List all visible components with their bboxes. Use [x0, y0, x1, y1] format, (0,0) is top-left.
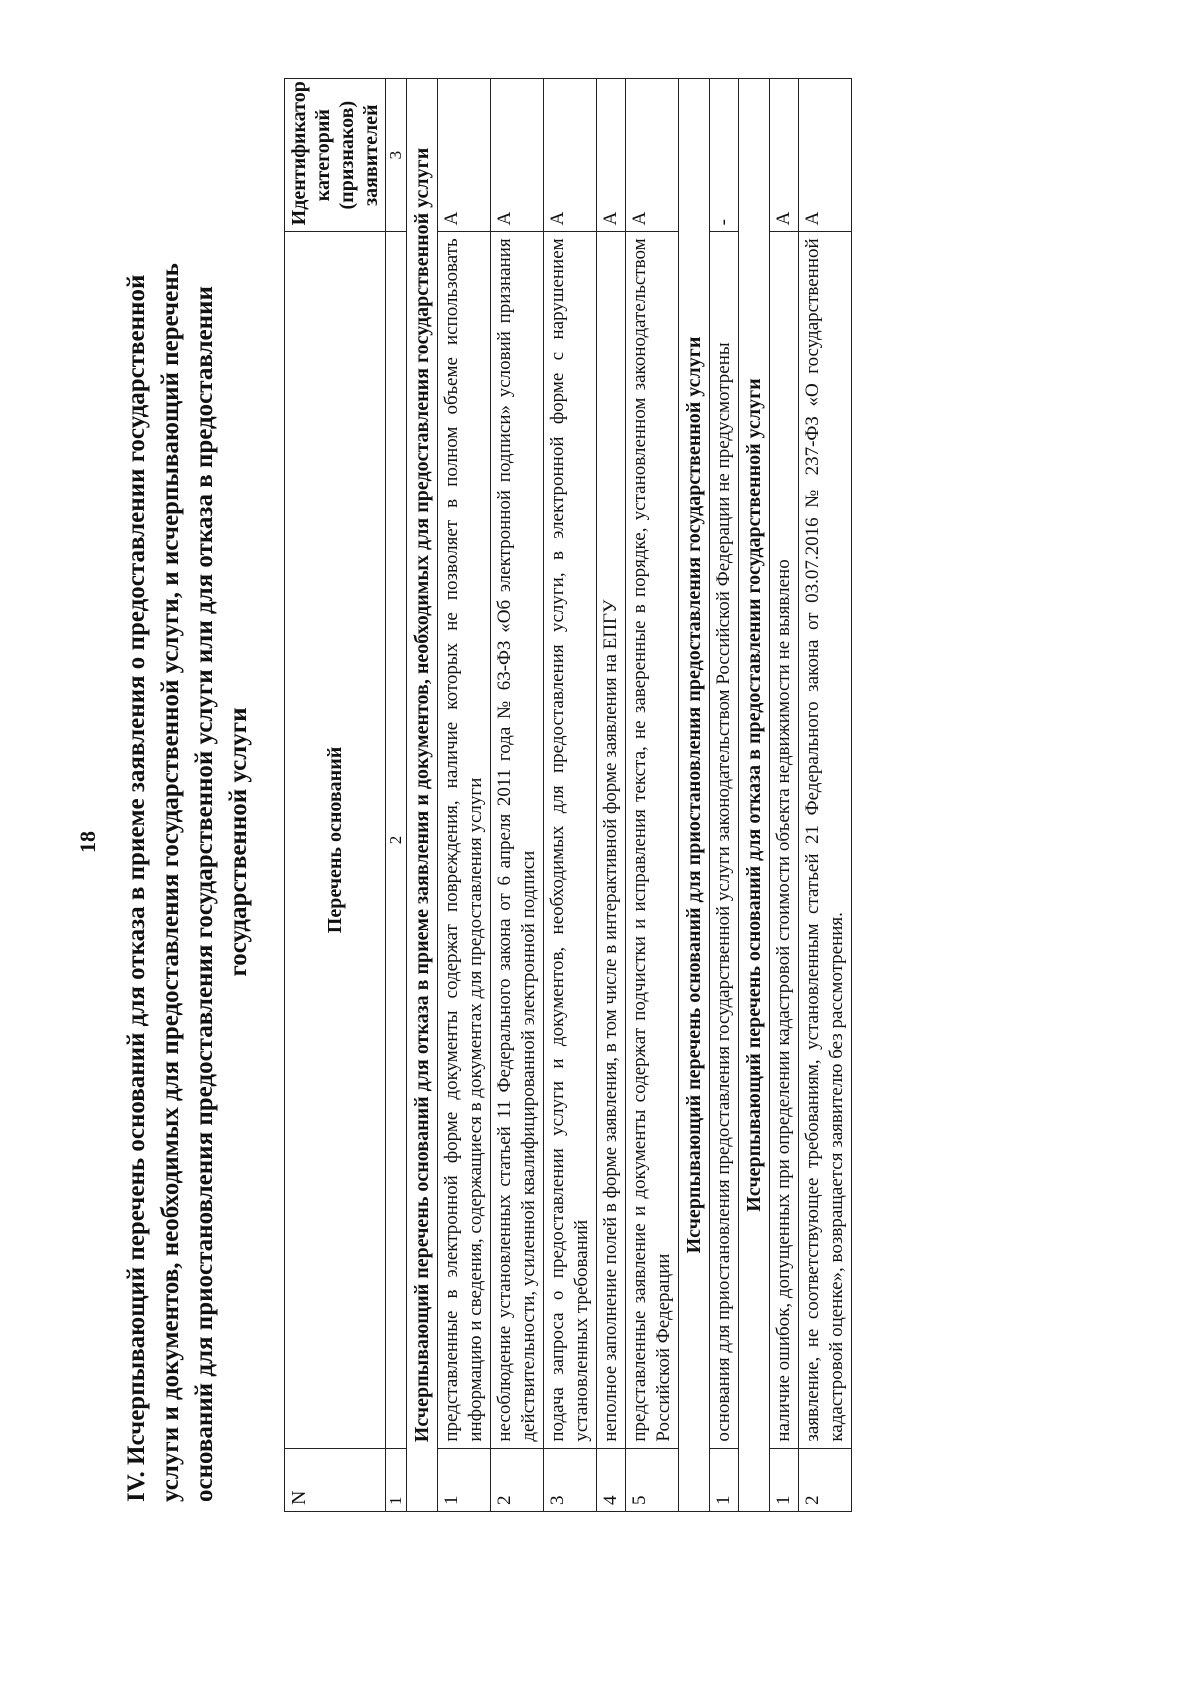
grounds-table — [284, 78, 852, 1512]
heading-line: IV. Исчерпывающий перечень оснований для отказа в приеме заявления о предоставлении государственной — [123, 274, 150, 1502]
column-number: 1 — [386, 1448, 407, 1511]
column-number: 3 — [386, 79, 407, 232]
row-identifier: А — [544, 79, 597, 232]
row-text: неполное заполнение полей в форме заявления, в том числе в интерактивной форме заявления на ЕПГУ — [597, 232, 626, 1448]
row-identifier: А — [626, 79, 679, 232]
row-identifier: А — [597, 79, 626, 232]
rotated-page-content — [120, 62, 1160, 1622]
row-text: заявление, не соответствующее требованиям, установленным статьей 21 Федерального закона от 03.07.2016 № 237-ФЗ «О государственной кадастровой оценке», возвращается заявителю без рассмотрения. — [799, 232, 852, 1448]
header-n: N — [285, 1448, 386, 1511]
table-row — [770, 79, 799, 1512]
row-identifier: А — [799, 79, 852, 232]
table-row — [799, 79, 852, 1512]
column-number-row — [386, 79, 407, 1512]
section-title: Исчерпывающий перечень оснований для отказа в приеме заявления и документов, необходимых для предоставления государственной услуги — [407, 79, 438, 1512]
section-title: Исчерпывающий перечень оснований для приостановления предоставления государственной услуги — [679, 79, 710, 1512]
row-text: подача запроса о предоставлении услуги и документов, необходимых для предоставления услуги, в электронной форме с нарушением установленных требований — [544, 232, 597, 1448]
row-identifier: А — [770, 79, 799, 232]
section-title-row — [739, 79, 770, 1512]
row-number: 1 — [710, 1448, 739, 1511]
row-identifier: А — [438, 79, 491, 232]
row-text: основания для приостановления предоставления государственной услуги законодательством Российской Федерации не предусмотрены — [710, 232, 739, 1448]
row-number: 2 — [491, 1448, 544, 1511]
heading-line: оснований для приостановления предоставления государственной услуги или для отказа в предоставлении — [191, 286, 218, 1502]
row-number: 1 — [438, 1448, 491, 1511]
row-text: представленные в электронной форме документы содержат повреждения, наличие которых не позволяет в полном объеме использовать информацию и сведения, содержащиеся в документах для предоставления услуги — [438, 232, 491, 1448]
page-number: 18 — [75, 831, 100, 853]
column-number: 2 — [386, 232, 407, 1448]
row-text: несоблюдение установленных статьей 11 Федерального закона от 6 апреля 2011 года № 63-ФЗ «Об электронной подписи» условий признания действительности, усиленной квалифицированной электронной подписи — [491, 232, 544, 1448]
row-number: 4 — [597, 1448, 626, 1511]
section-title-row — [407, 79, 438, 1512]
row-identifier: - — [710, 79, 739, 232]
table-row — [626, 79, 679, 1512]
table-header-row — [285, 79, 386, 1512]
heading-line: услуги и документов, необходимых для предоставления государственной услуги, и исчерпывающий перечень — [157, 263, 184, 1502]
header-basis: Перечень оснований — [285, 232, 386, 1448]
row-identifier: А — [491, 79, 544, 232]
table-row — [710, 79, 739, 1512]
row-text: наличие ошибок, допущенных при определении кадастровой стоимости объекта недвижимости не выявлено — [770, 232, 799, 1448]
section-title: Исчерпывающий перечень оснований для отказа в предоставлении государственной услуги — [739, 79, 770, 1512]
header-identifier: Идентификатор категорий (признаков) заявителей — [285, 79, 386, 232]
heading-line: государственной услуги — [225, 707, 252, 977]
table-row — [491, 79, 544, 1512]
table-row — [597, 79, 626, 1512]
row-text: представленные заявление и документы содержат подчистки и исправления текста, не заверенные в порядке, установленном законодательством Российской Федерации — [626, 232, 679, 1448]
section-heading — [120, 62, 256, 1622]
row-number: 5 — [626, 1448, 679, 1511]
row-number: 1 — [770, 1448, 799, 1511]
row-number: 3 — [544, 1448, 597, 1511]
section-title-row — [679, 79, 710, 1512]
row-number: 2 — [799, 1448, 852, 1511]
table-row — [438, 79, 491, 1512]
table-row — [544, 79, 597, 1512]
